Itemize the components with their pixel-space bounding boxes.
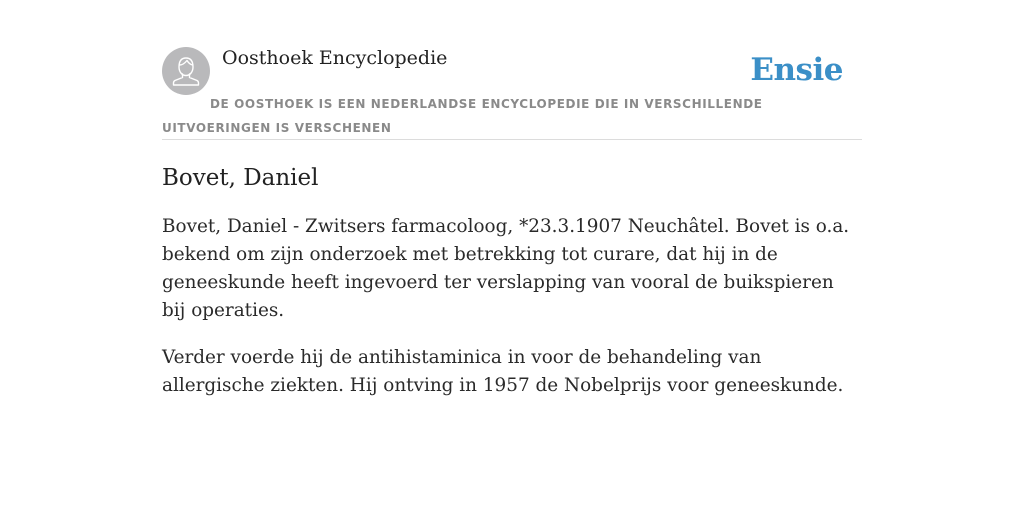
site-tagline: DE OOSTHOEK IS EEN NEDERLANDSE ENCYCLOPEDIE DIE IN VERSCHILLENDE UITVOERINGEN IS VERSCHENEN: [162, 97, 763, 135]
brand-logo[interactable]: Ensie: [750, 52, 843, 88]
article: [162, 160, 862, 400]
user-icon: [162, 47, 210, 95]
avatar[interactable]: [162, 47, 210, 95]
article-paragraph: Bovet, Daniel - Zwitsers farmacoloog, *23.3.1907 Neuchâtel. Bovet is o.a. bekend om zijn onderzoek met betrekking tot curare, dat hij in de geneeskunde heeft ingevoerd ter verslapping van vooral de buikspieren bij operaties.: [162, 216, 850, 321]
site-header: [162, 46, 862, 140]
site-title[interactable]: Oosthoek Encyclopedie: [222, 47, 448, 69]
article-title: Bovet, Daniel: [162, 165, 319, 191]
article-paragraph: Verder voerde hij de antihistaminica in voor de behandeling van allergische ziekten. Hij ontving in 1957 de Nobelprijs voor geneeskunde.: [162, 347, 844, 396]
